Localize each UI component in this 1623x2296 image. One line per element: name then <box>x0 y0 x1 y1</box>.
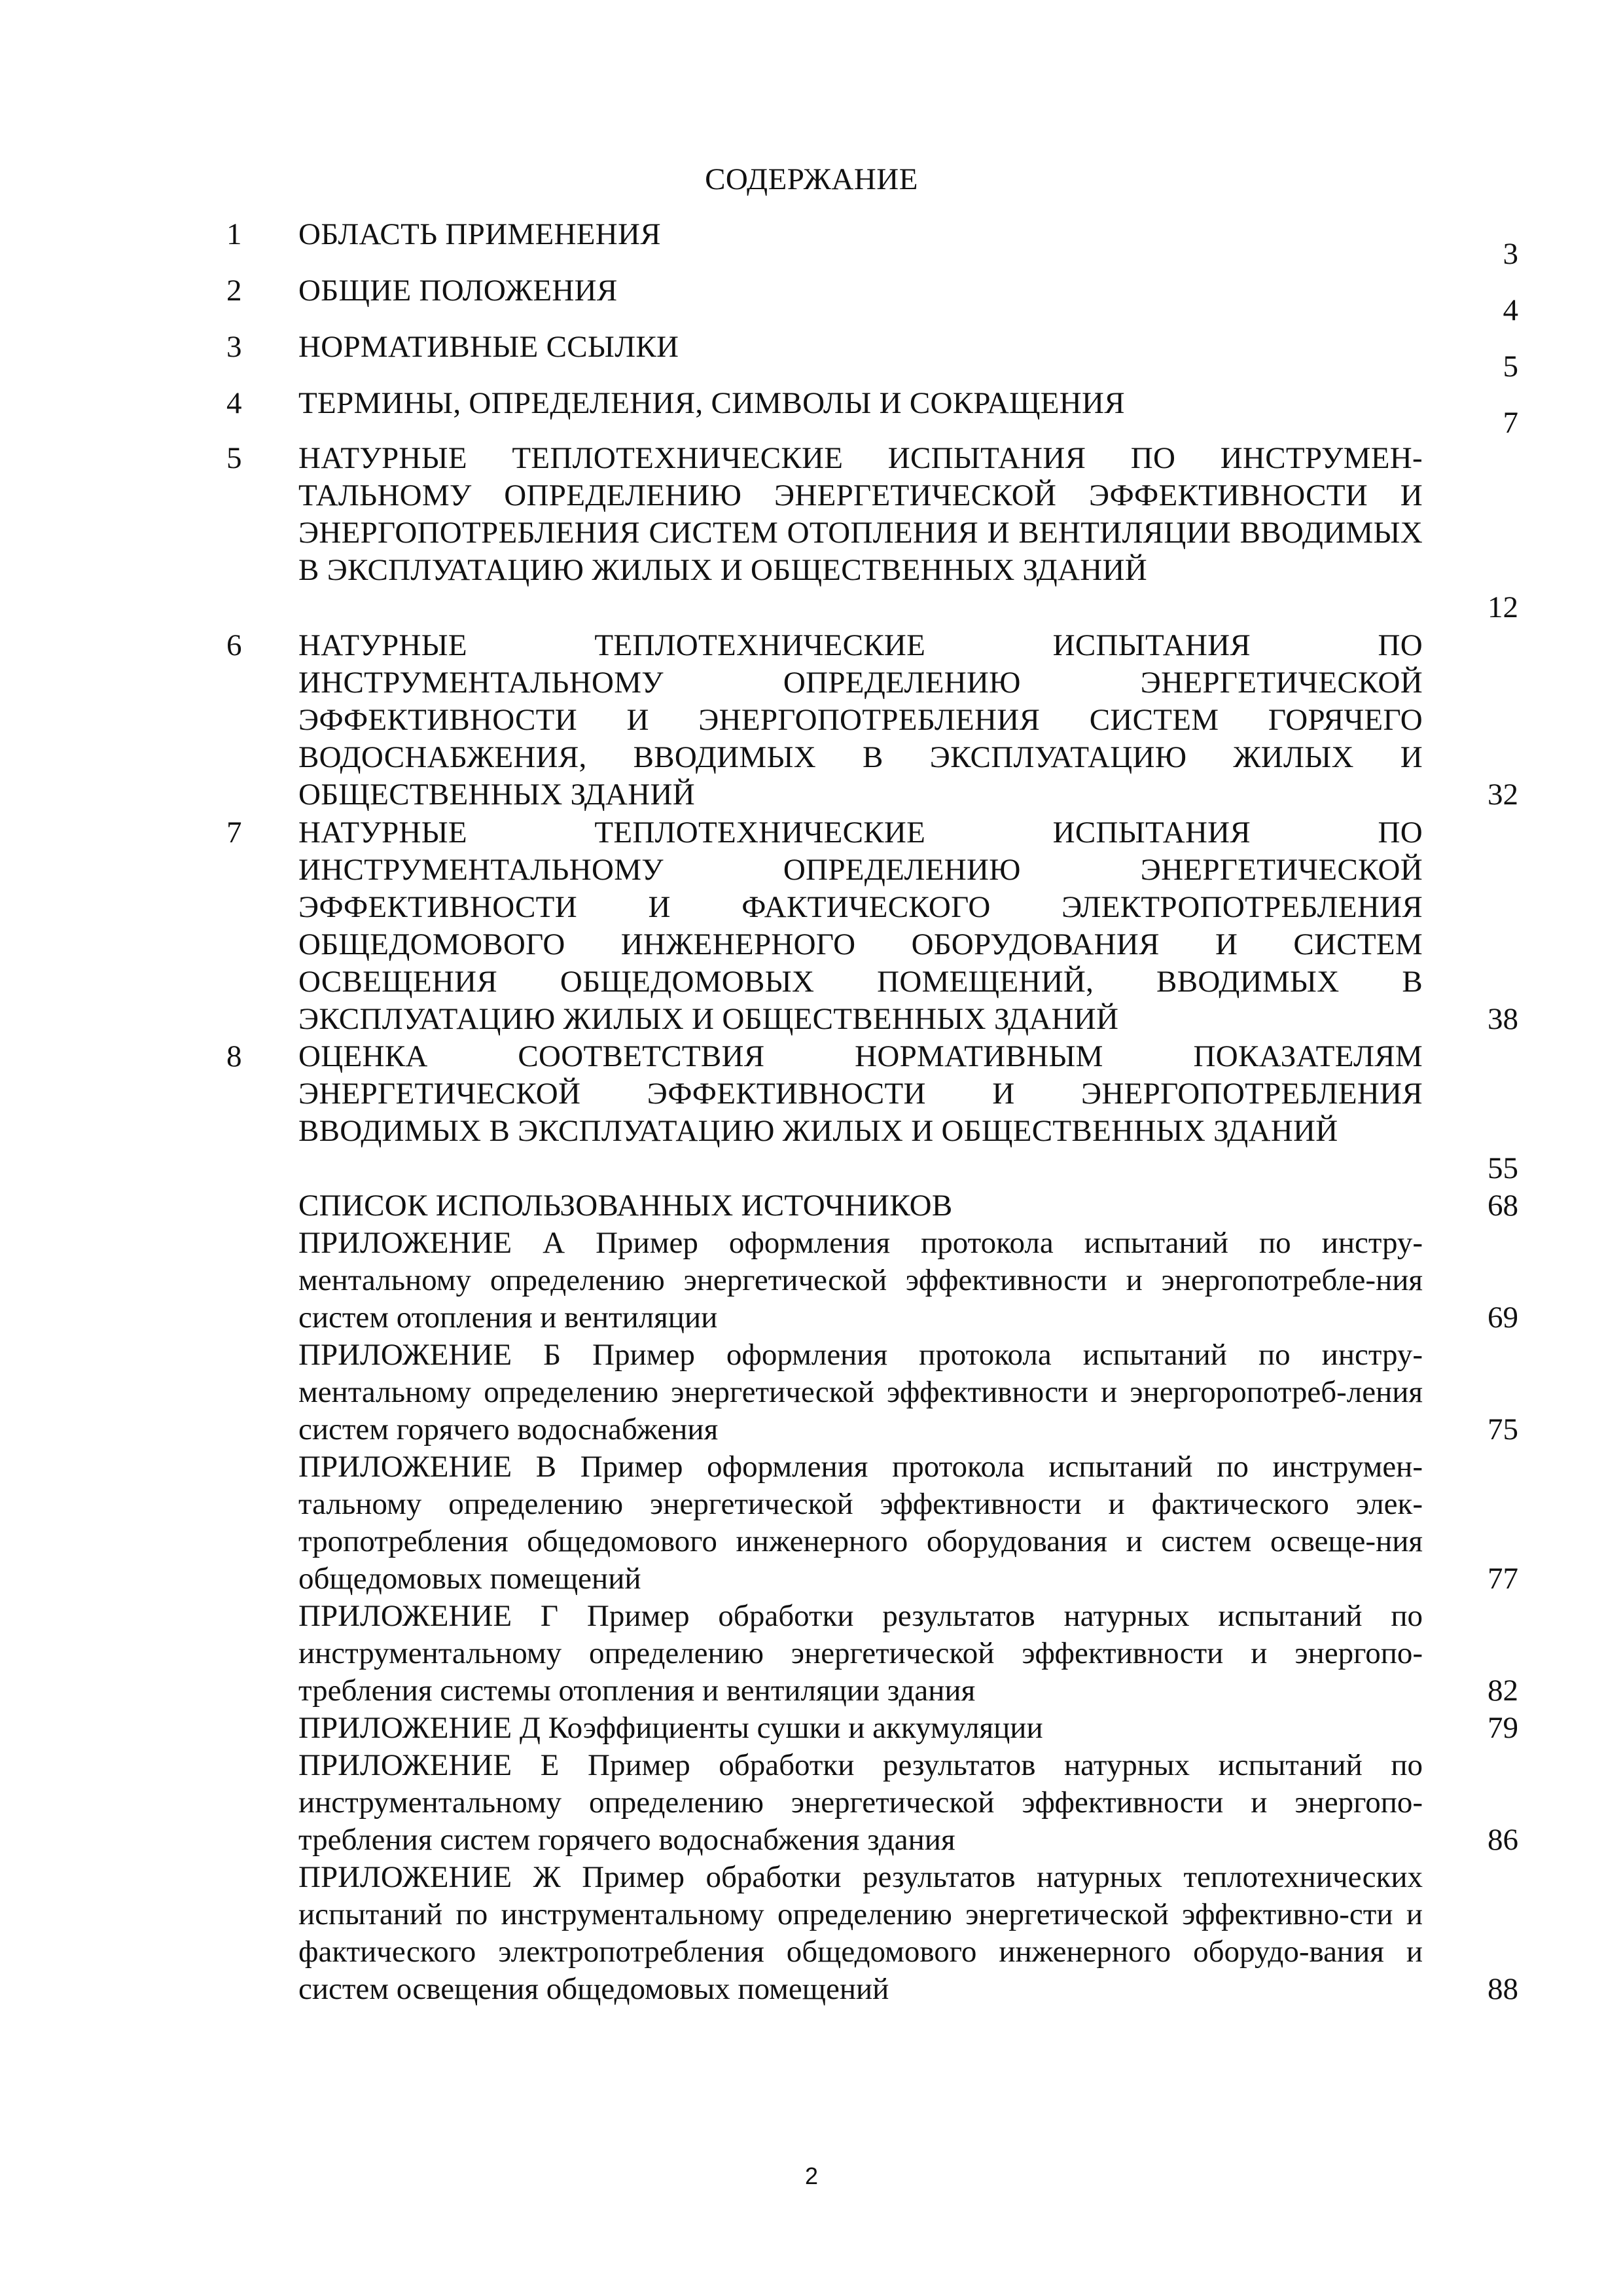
toc-entry-text: ПРИЛОЖЕНИЕ А Пример оформления протокола испытаний по инстру-ментальному определению энергетической эффективности и энергопотребле-ния систем отопления и вентиляции <box>298 1226 1423 1335</box>
toc-entry-number: 1 <box>226 217 242 251</box>
toc-entry-number: 6 <box>226 628 242 662</box>
toc-entry-text: ПРИЛОЖЕНИЕ Д Коэффициенты сушки и аккумуляции <box>298 1711 1043 1745</box>
toc-entry-page: 55 <box>1488 1151 1518 1185</box>
toc-entry-number: 8 <box>226 1039 242 1073</box>
toc-entry-text: ПРИЛОЖЕНИЕ Е Пример обработки результатов натурных испытаний по инструментальному определению энергетической эффективности и энергопо-требления систем горячего водоснабжения здания <box>298 1748 1423 1857</box>
toc-entry-page: 75 <box>1488 1412 1518 1446</box>
toc-entry-page: 68 <box>1488 1189 1518 1223</box>
toc-entry-text: ПРИЛОЖЕНИЕ Ж Пример обработки результатов натурных теплотехнических испытаний по инструментальному определению энергетической эффективно-сти и фактического электропотребления общедомового инженерного оборудо-вания и систем освещения общедомовых помещений <box>298 1860 1423 2006</box>
toc-entry-text: НАТУРНЫЕ ТЕПЛОТЕХНИЧЕСКИЕ ИСПЫТАНИЯ ПО ИНСТРУМЕНТАЛЬНОМУ ОПРЕДЕЛЕНИЮ ЭНЕРГЕТИЧЕСКОЙ ЭФФЕКТИВНОСТИ И ФАКТИЧЕСКОГО ЭЛЕКТРОПОТРЕБЛЕНИЯ ОБЩЕДОМОВОГО ИНЖЕНЕРНОГО ОБОРУДОВАНИЯ И СИСТЕМ ОСВЕЩЕНИЯ ОБЩЕДОМОВЫХ ПОМЕЩЕНИЙ, ВВОДИМЫХ В ЭКСПЛУАТАЦИЮ ЖИЛЫХ И ОБЩЕСТВЕННЫХ ЗДАНИЙ <box>298 816 1423 1036</box>
toc-entry-page: 38 <box>1488 1002 1518 1036</box>
toc-entry-text: ПРИЛОЖЕНИЕ В Пример оформления протокола испытаний по инструмен-тальному определению энергетической эффективности и фактического элек-тропотребления общедомового инженерного оборудования и систем освеще-ния общедомовых помещений <box>298 1450 1423 1596</box>
toc-entry-number: 5 <box>226 441 242 475</box>
toc-entry-text: СПИСОК ИСПОЛЬЗОВАННЫХ ИСТОЧНИКОВ <box>298 1189 953 1223</box>
toc-entry-text: ТЕРМИНЫ, ОПРЕДЕЛЕНИЯ, СИМВОЛЫ И СОКРАЩЕНИЯ <box>298 386 1125 420</box>
toc-entry-text: ПРИЛОЖЕНИЕ Б Пример оформления протокола испытаний по инстру-ментальному определению энергетической эффективности и энергоропотреб-ления систем горячего водоснабжения <box>298 1338 1423 1446</box>
toc-entry-number: 3 <box>226 330 242 364</box>
toc-entry-number: 7 <box>226 816 242 850</box>
toc-entry-page: 5 <box>1503 350 1518 384</box>
toc-entry-page: 32 <box>1488 778 1518 812</box>
toc-entry-text: ОЦЕНКА СООТВЕТСТВИЯ НОРМАТИВНЫМ ПОКАЗАТЕЛЯМ ЭНЕРГЕТИЧЕСКОЙ ЭФФЕКТИВНОСТИ И ЭНЕРГОПОТРЕБЛЕНИЯ ВВОДИМЫХ В ЭКСПЛУАТАЦИЮ ЖИЛЫХ И ОБЩЕСТВЕННЫХ ЗДАНИЙ <box>298 1039 1423 1148</box>
toc-entry-number: 4 <box>226 386 242 420</box>
toc-entry-text: ОБЛАСТЬ ПРИМЕНЕНИЯ <box>298 217 661 251</box>
toc-entry-number: 2 <box>226 274 242 308</box>
toc-entry-text: НОРМАТИВНЫЕ ССЫЛКИ <box>298 330 679 364</box>
toc-entry-text: ПРИЛОЖЕНИЕ Г Пример обработки результатов натурных испытаний по инструментальному определению энергетической эффективности и энергопо-требления системы отопления и вентиляции здания <box>298 1599 1423 1708</box>
toc-entry-page: 86 <box>1488 1823 1518 1857</box>
toc-entry-page: 88 <box>1488 1972 1518 2006</box>
toc-entry-page: 79 <box>1488 1711 1518 1745</box>
toc-title: СОДЕРЖАНИЕ <box>705 162 918 196</box>
toc-entry-page: 82 <box>1488 1674 1518 1708</box>
toc-entry-text: ОБЩИЕ ПОЛОЖЕНИЯ <box>298 274 618 308</box>
toc-entry-page: 77 <box>1488 1562 1518 1596</box>
toc-entry-page: 3 <box>1503 237 1518 271</box>
toc-entry-text: НАТУРНЫЕ ТЕПЛОТЕХНИЧЕСКИЕ ИСПЫТАНИЯ ПО ИНСТРУМЕН-ТАЛЬНОМУ ОПРЕДЕЛЕНИЮ ЭНЕРГЕТИЧЕСКОЙ ЭФФЕКТИВНОСТИ И ЭНЕРГОПОТРЕБЛЕНИЯ СИСТЕМ ОТОПЛЕНИЯ И ВЕНТИЛЯЦИИ ВВОДИМЫХ В ЭКСПЛУАТАЦИЮ ЖИЛЫХ И ОБЩЕСТВЕННЫХ ЗДАНИЙ <box>298 441 1423 587</box>
toc-entry-page: 4 <box>1503 293 1518 327</box>
toc-entry-page: 69 <box>1488 1300 1518 1335</box>
page-number: 2 <box>804 2162 819 2189</box>
toc-entry-page: 7 <box>1503 406 1518 440</box>
toc-entry-text: НАТУРНЫЕ ТЕПЛОТЕХНИЧЕСКИЕ ИСПЫТАНИЯ ПО ИНСТРУМЕНТАЛЬНОМУ ОПРЕДЕЛЕНИЮ ЭНЕРГЕТИЧЕСКОЙ ЭФФЕКТИВНОСТИ И ЭНЕРГОПОТРЕБЛЕНИЯ СИСТЕМ ГОРЯЧЕГО ВОДОСНАБЖЕНИЯ, ВВОДИМЫХ В ЭКСПЛУАТАЦИЮ ЖИЛЫХ И ОБЩЕСТВЕННЫХ ЗДАНИЙ <box>298 628 1423 812</box>
toc-entry-page: 12 <box>1488 590 1518 624</box>
